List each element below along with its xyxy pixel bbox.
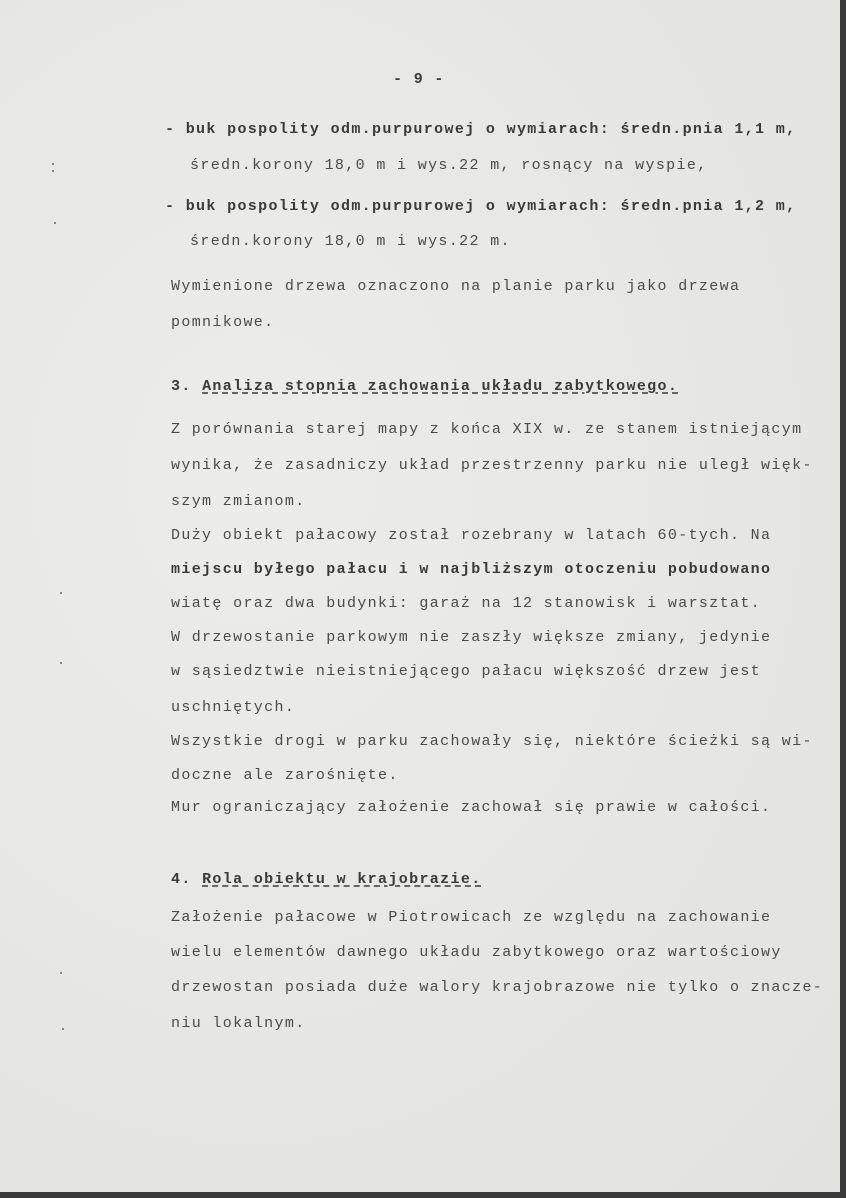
section-4-number: 4. <box>171 871 192 888</box>
punch-mark <box>62 1028 64 1030</box>
paragraph-line: W drzewostanie parkowym nie zaszły większe zmiany, jedynie <box>171 629 772 646</box>
paragraph-line: doczne ale zarośnięte. <box>171 767 399 784</box>
punch-mark <box>60 662 62 664</box>
paragraph-line: Wszystkie drogi w parku zachowały się, niektóre ścieżki są wi- <box>171 733 813 750</box>
bullet-line: - buk pospolity odm.purpurowej o wymiarach: średn.pnia 1,2 m, <box>165 198 797 215</box>
paragraph-line: wynika, że zasadniczy układ przestrzenny parku nie uległ więk- <box>171 457 813 474</box>
paragraph-line: Założenie pałacowe w Piotrowicach ze względu na zachowanie <box>171 909 772 926</box>
paragraph-line: Duży obiekt pałacowy został rozebrany w latach 60-tych. Na <box>171 527 772 544</box>
paragraph-line: uschniętych. <box>171 699 296 716</box>
paragraph-line: w sąsiedztwie nieistniejącego pałacu większość drzew jest <box>171 663 762 680</box>
punch-mark <box>52 163 54 165</box>
paragraph-line: drzewostan posiada duże walory krajobrazowe nie tylko o znacze- <box>171 979 824 996</box>
paragraph-line: wielu elementów dawnego układu zabytkowego oraz wartościowy <box>171 944 782 961</box>
section-4-title: Rola obiektu w krajobrazie. <box>202 871 482 888</box>
bullet-line: średn.korony 18,0 m i wys.22 m. <box>190 233 511 250</box>
section-4-heading <box>171 871 482 889</box>
section-3-number: 3. <box>171 378 192 395</box>
paragraph-line: niu lokalnym. <box>171 1015 306 1032</box>
punch-mark <box>54 222 56 224</box>
bullet-line: - buk pospolity odm.purpurowej o wymiarach: średn.pnia 1,1 m, <box>165 121 797 138</box>
paragraph-line: szym zmianom. <box>171 493 306 510</box>
paragraph-line: wiatę oraz dwa budynki: garaż na 12 stanowisk i warsztat. <box>171 595 762 612</box>
paragraph-line: miejscu byłego pałacu i w najbliższym otoczeniu pobudowano <box>171 561 772 578</box>
paragraph-line: Wymienione drzewa oznaczono na planie parku jako drzewa <box>171 278 741 295</box>
punch-mark <box>52 170 54 172</box>
section-3-title: Analiza stopnia zachowania układu zabytkowego. <box>202 378 679 395</box>
paragraph-line: Z porównania starej mapy z końca XIX w. ze stanem istniejącym <box>171 421 803 438</box>
paragraph-line: pomnikowe. <box>171 314 275 331</box>
bullet-line: średn.korony 18,0 m i wys.22 m, rosnący na wyspie, <box>190 157 708 174</box>
paragraph-line: Mur ograniczający założenie zachował się prawie w całości. <box>171 799 772 816</box>
punch-mark <box>60 972 62 974</box>
section-3-heading <box>171 378 678 396</box>
punch-mark <box>60 592 62 594</box>
page-number: - 9 - <box>393 71 445 88</box>
